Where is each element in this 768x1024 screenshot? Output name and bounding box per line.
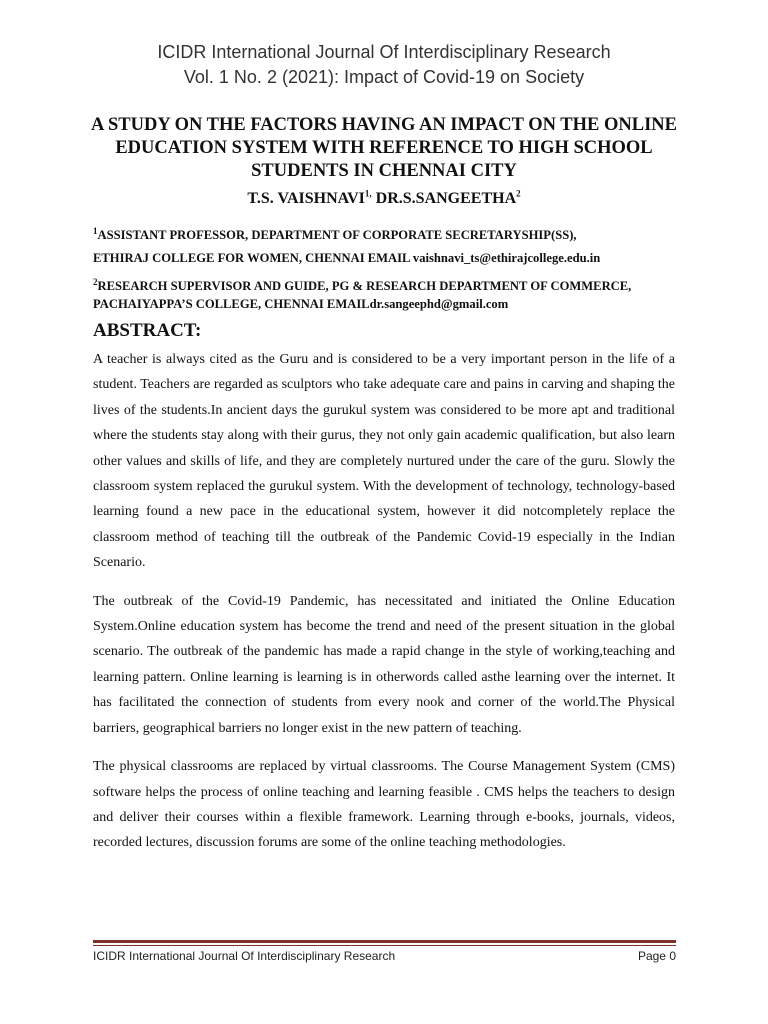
journal-name: ICIDR International Journal Of Interdisciplinary Research xyxy=(157,42,611,62)
affiliation-1-line2: ETHIRAJ COLLEGE FOR WOMEN, CHENNAI EMAIL vaishnavi_ts@ethirajcollege.edu.in xyxy=(93,251,601,265)
footer-rule-thin xyxy=(93,945,676,946)
affiliation-1-sup: 1 xyxy=(93,225,98,236)
abstract-paragraph-3: The physical classrooms are replaced by virtual classrooms. The Course Management System (CMS) software helps the process of online teaching and learning feasible . CMS helps the teachers to design and deliver their courses within a flexible framework. Learning through e-books, journals, videos, recorded lectures, discussion forums are some of the online teaching methodologies. xyxy=(93,759,675,851)
author-1-sup: 1, xyxy=(364,188,372,199)
author-1-name: T.S. VAISHNAVI xyxy=(247,190,365,207)
affiliation-2-sup: 2 xyxy=(93,276,98,287)
affiliation-1 xyxy=(93,224,693,270)
paper-title: A STUDY ON THE FACTORS HAVING AN IMPACT ON THE ONLINE EDUCATION SYSTEM WITH REFERENCE TO HIGH SCHOOL STUDENTS IN CHENNAI CITY xyxy=(91,115,677,181)
footer-page-number: Page 0 xyxy=(637,949,676,963)
abstract-paragraph-2: The outbreak of the Covid-19 Pandemic, has necessitated and initiated the Online Education System.Online education system has become the trend and need of the present situation in the global scenario. The outbreak of the pandemic has made a rapid change in the style of working,teaching and learning pattern. Online learning is learning is in otherwords called asthe learning over the internet. It has facilitated the connection of students from every nook and corner of the world.The Physical barriers, geographical barriers no longer exist in the new pattern of teaching. xyxy=(93,593,675,736)
author-2-name: DR.S.SANGEETHA xyxy=(371,190,517,207)
footer-rule xyxy=(93,940,676,943)
affiliation-1-line1: ASSISTANT PROFESSOR, DEPARTMENT OF CORPORATE SECRETARYSHIP(SS), xyxy=(97,228,577,242)
affiliation-2 xyxy=(93,277,693,313)
abstract-heading: ABSTRACT: xyxy=(93,320,202,341)
abstract-body xyxy=(93,347,675,869)
author-line xyxy=(0,190,768,208)
author-2-sup: 2 xyxy=(516,188,521,199)
affiliation-2-text: RESEARCH SUPERVISOR AND GUIDE, PG & RESEARCH DEPARTMENT OF COMMERCE, PACHAIYAPPA’S COLLEGE, CHENNAI EMAILdr.sangeephd@gmail.com xyxy=(93,279,632,311)
abstract-paragraph-1: A teacher is always cited as the Guru and is considered to be a very important person in the life of a student. Teachers are regarded as sculptors who take adequate care and pains in carving and shaping the lives of the students.In ancient days the gurukul system was considered to be more apt and traditional where the students stay along with their gurus, they not only gain academic qualification, but also learn other values and skills of life, and they are completely nurtured under the care of the guru. Slowly the classroom system replaced the gurukul system. With the development of technology, technology-based learning found a new pace in the educational system, however it did notcompletely replace the classroom method of teaching till the outbreak of the Pandemic Covid-19 especially in the Indian Scenario. xyxy=(93,352,675,571)
journal-issue: Vol. 1 No. 2 (2021): Impact of Covid-19 on Society xyxy=(183,67,585,87)
footer-journal-name: ICIDR International Journal Of Interdisciplinary Research xyxy=(93,949,396,963)
running-header xyxy=(0,40,768,90)
